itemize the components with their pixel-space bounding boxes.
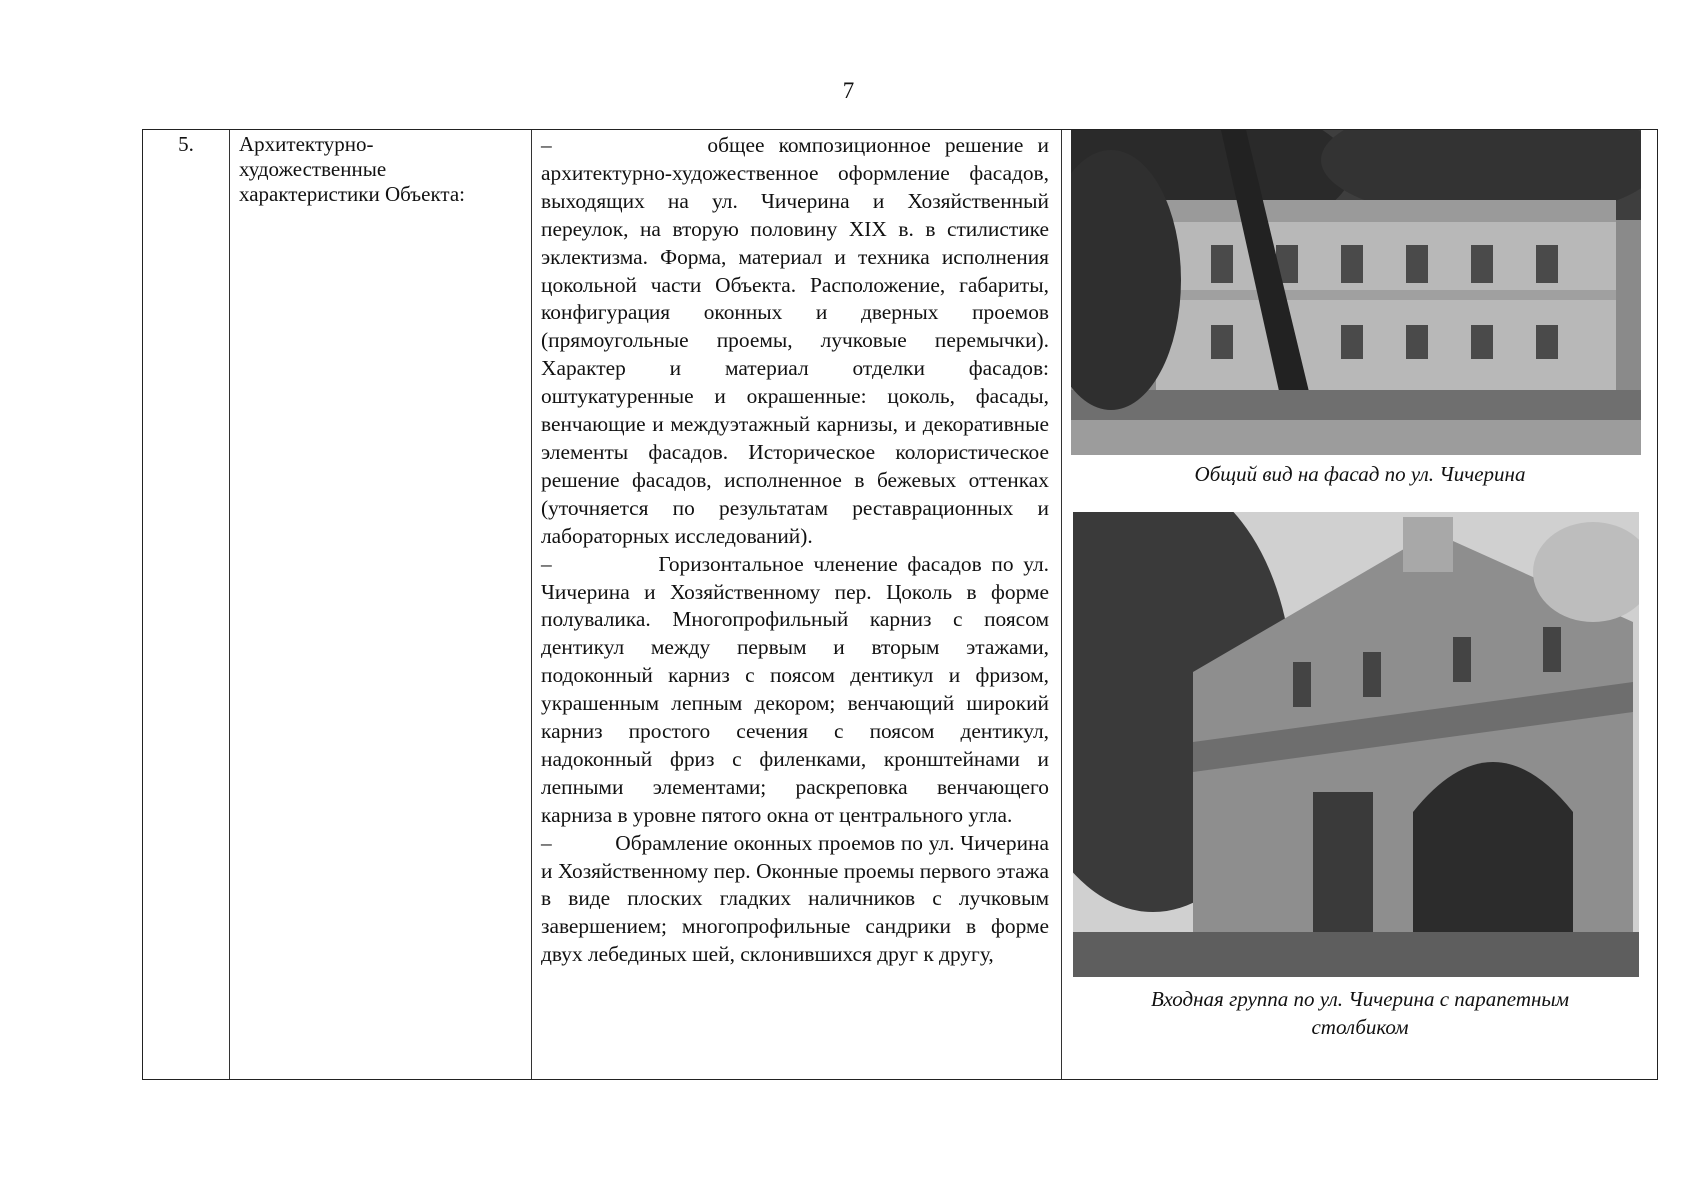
photo-caption: Входная группа по ул. Чичерина с парапетным столбиком — [1150, 987, 1570, 1039]
column-divider — [531, 130, 532, 1079]
row-number: 5. — [178, 132, 194, 156]
description-cell — [541, 132, 1049, 969]
description-paragraph: – Горизонтальное членение фасадов по ул. Чичерина и Хозяйственному пер. Цоколь в форме полувалика. Многопрофильный карниз с поясом дентикул между первым и вторым этажами, подоконный карниз с поясом дентикул и фризом, украшенным лепным декором; венчающий широкий карниз простого сечения с поясом дентикул, надоконный фриз с филенками, кронштейнами и лепными элементами; раскреповка венчающего карниза в уровне пятого окна от центрального угла. — [541, 551, 1049, 827]
description-paragraph: – Обрамление оконных проемов по ул. Чичерина и Хозяйственному пер. Оконные проемы первого этажа в виде плоских гладких наличников с лучковым завершением; многопрофильные сандрики в форме двух лебединых шей, склонившихся друг к другу, — [541, 830, 1049, 967]
photo-caption: Общий вид на фасад по ул. Чичерина — [1194, 462, 1526, 486]
entrance-photo — [1073, 512, 1639, 977]
description-paragraph: – общее композиционное решение и архитектурно-художественное оформление фасадов, выходящих на ул. Чичерина и Хозяйственный переулок, на вторую половину XIX в. в стилистике эклектизма. Форма, материал и техника исполнения цокольной части Объекта. Расположение, габариты, конфигурация оконных и дверных проемов (прямоугольные проемы, лучковые перемычки). Характер и материал отделки фасадов: оштукатуренные и окрашенные: цоколь, фасады, венчающие и междуэтажный карнизы, и декоративные элементы фасадов. Историческое колористическое решение фасадов, исполненное в бежевых оттенках (уточняется по результатам реставрационных и лабораторных исследований). — [541, 133, 1049, 548]
page-number: 7 — [842, 78, 855, 103]
column-divider — [1061, 130, 1062, 1079]
attributes-table — [142, 129, 1658, 1080]
photo-cell — [1063, 130, 1657, 1079]
row-title: Архитектурно-художественные характеристики Объекта: — [239, 132, 465, 206]
column-divider — [229, 130, 230, 1079]
facade-photo — [1071, 130, 1641, 455]
